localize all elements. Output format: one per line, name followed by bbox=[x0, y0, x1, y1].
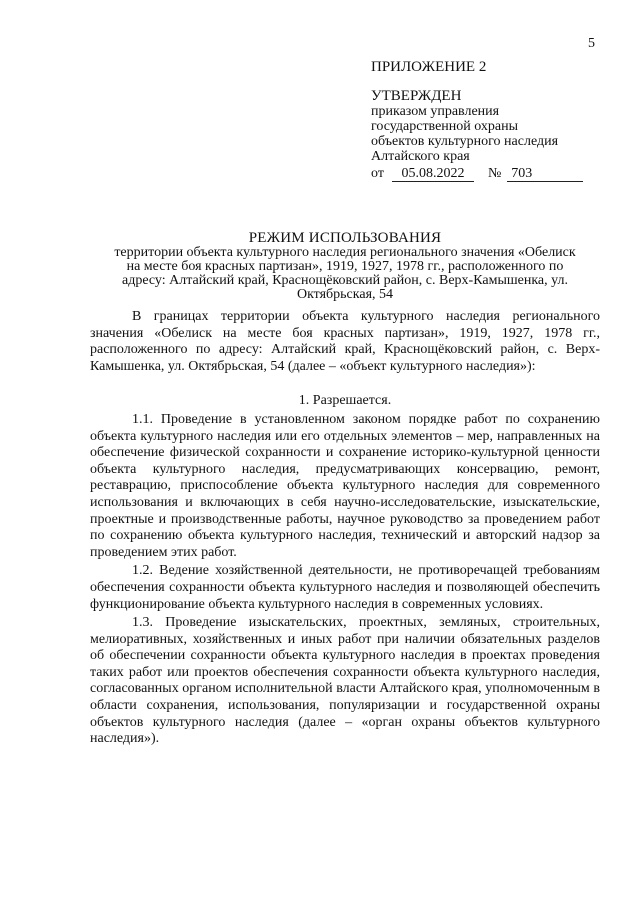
approval-line: приказом управления bbox=[371, 104, 500, 119]
document-body bbox=[90, 309, 600, 748]
section-heading: 1. Разрешается. bbox=[298, 393, 392, 409]
appendix-label: ПРИЛОЖЕНИЕ 2 bbox=[371, 59, 487, 75]
number-sign: № bbox=[487, 166, 502, 181]
approved-label: УТВЕРЖДЕН bbox=[371, 88, 462, 104]
approval-line: Алтайского края bbox=[371, 149, 470, 164]
approval-line: государственной охраны bbox=[371, 119, 519, 134]
approval-line: объектов культурного наследия bbox=[371, 134, 559, 149]
intro-paragraph: В границах территории объекта культурного наследия регионального значения «Обелиск на месте боя красных партизан», 1919, 1927, 1978 гг., расположенного по адресу: Алтайский край, Краснощёковский район, с. Верх-Камышенка, ул. Октябрьская, 54 (далее – «объект культурного наследия»): bbox=[90, 309, 600, 374]
paragraph-1-1: 1.1. Проведение в установленном законом порядке работ по сохранению объекта культурного наследия или его отдельных элементов – мер, направленных на обеспечение физической сохранности и сохранение историко-культурной ценности объекта культурного наследия, предусматривающих консервацию, ремонт, реставрацию, приспособление объекта культурного наследия для современного использования и включающих в себя научно-исследовательские, изыскательские, проектные и производственные работы, научное руководство за проведением работ по сохранению объекта культурного наследия, технический и авторский надзор за проведением этих работ. bbox=[90, 411, 600, 560]
document-subtitle: территории объекта культурного наследия регионального значения «Обелиск на месте боя красных партизан», 1919, 1927, 1978 гг., расположенного по адресу: Алтайский край, Краснощёковский район, с. Верх-Камышенка, ул. Октябрьская, 54 bbox=[114, 245, 576, 302]
date-prefix: от bbox=[371, 166, 384, 181]
order-number: 703 bbox=[507, 167, 583, 182]
paragraph-1-3: 1.3. Проведение изыскательских, проектных, земляных, строительных, мелиоративных, хозяйственных и иных работ при наличии обязательных разделов об обеспечении сохранности объекта культурного наследия в проектах проведения таких работ или проектов обеспечения сохранности объекта культурного наследия, согласованных органом исполнительной власти Алтайского края, уполномоченным в области сохранения, использования, популяризации и государственной охраны объектов культурного наследия (далее – «орган охраны объектов культурного наследия»). bbox=[90, 615, 600, 747]
order-date-number bbox=[371, 166, 611, 182]
document-title-block bbox=[90, 230, 600, 302]
paragraph-1-2: 1.2. Ведение хозяйственной деятельности, не противоречащей требованиям обеспечения сохранности объекта культурного наследия и позволяющей обеспечить функционирование объекта культурного наследия в современных условиях. bbox=[90, 563, 600, 612]
order-date: 05.08.2022 bbox=[392, 167, 474, 182]
approval-block bbox=[371, 60, 611, 182]
page-number: 5 bbox=[588, 36, 595, 51]
document-title: РЕЖИМ ИСПОЛЬЗОВАНИЯ bbox=[248, 230, 442, 246]
